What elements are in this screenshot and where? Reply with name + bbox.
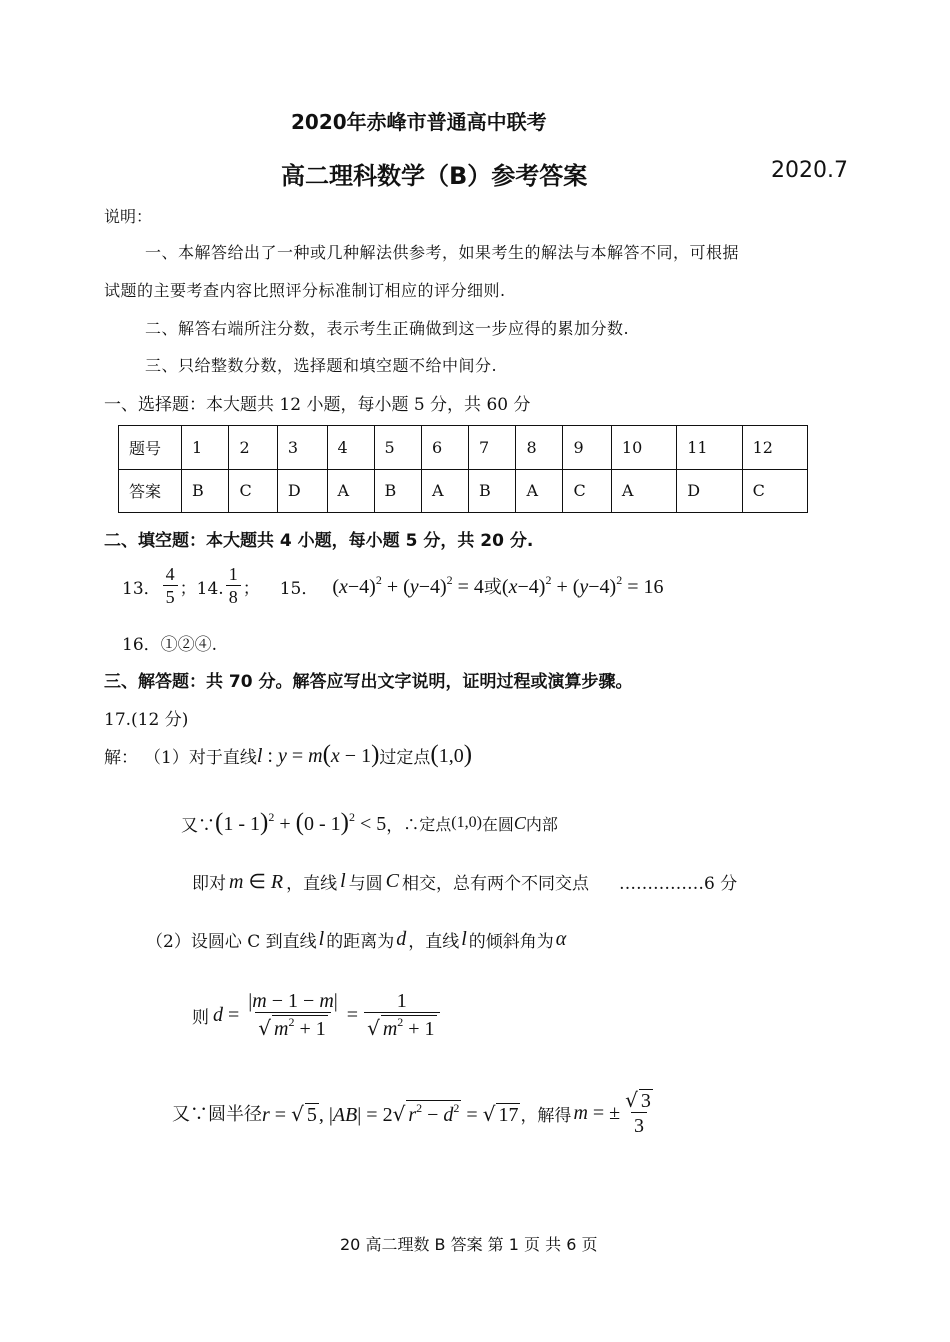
table-cell: 4	[327, 426, 374, 470]
equals-sign: =	[346, 1003, 359, 1026]
q15-equation-2: $(x-4)^2 + (y-4)^2 = 16$	[501, 573, 664, 598]
q14-numerator: 1	[228, 563, 238, 584]
score-marker: ……………6 分	[619, 873, 738, 894]
q15-label: 15．	[279, 578, 319, 599]
solution-line-4	[146, 924, 566, 954]
fixed-point-2: (1,0)	[451, 814, 482, 831]
q15-or: 或	[483, 577, 502, 598]
solution-line-3	[192, 866, 737, 896]
table-cell: C	[742, 469, 807, 513]
also-radius-label: 又∵圆半径	[172, 1104, 262, 1125]
q13-denominator: 5	[163, 585, 178, 608]
table-cell: D	[277, 469, 327, 513]
table-cell: C	[563, 469, 611, 513]
exam-date: 2020.7	[771, 158, 848, 183]
circle-symbol-2: C	[385, 869, 399, 892]
table-cell: 5	[374, 426, 421, 470]
table-row-answers	[119, 469, 808, 513]
table-cell: 2	[229, 426, 277, 470]
exam-title: 2020年赤峰市普通高中联考	[291, 110, 547, 134]
table-cell: A	[516, 469, 563, 513]
line-symbol-3: l	[318, 927, 325, 950]
part-2-prefix: （2）设圆心 C 到直线	[146, 931, 317, 952]
table-cell: 3	[277, 426, 327, 470]
q14-denominator: 8	[226, 585, 241, 608]
answer-title: 高二理科数学（B）参考答案	[281, 162, 588, 190]
table-cell: 9	[563, 426, 611, 470]
table-cell: B	[469, 469, 516, 513]
table-cell: 7	[469, 426, 516, 470]
q16-answer: 16．①②④.	[122, 635, 218, 655]
m-solution: m = ±	[573, 1101, 621, 1124]
part-1-prefix: （1）对于直线	[144, 747, 257, 768]
radius-chord-equation: r = √ 5 , |AB| = 2√ $r^2 - d^2$ = √ 17	[262, 1100, 519, 1126]
solution-label: 解：	[104, 747, 138, 768]
note-3: 三、只给整数分数，选择题和填空题不给中间分.	[145, 356, 498, 375]
row-label-answers: 答案	[119, 469, 182, 513]
solution-line-2: 又∵ (1 - 1)$^2$ + (0 - 1)$^2$ < 5 ， ∴定点 (1,0) 在圆 C 内部	[181, 809, 558, 836]
notes-label: 说明：	[104, 207, 153, 226]
inside-label: 内部	[525, 814, 558, 834]
line-symbol: l	[340, 869, 346, 892]
note-1-line-1: 一、本解答给出了一种或几种解法供参考，如果考生的解法与本解答不同，可根据	[145, 243, 740, 262]
q13-fraction	[163, 565, 178, 608]
distance-symbol: d	[396, 927, 407, 950]
radius-formula	[172, 1082, 658, 1144]
also-label: 又∵	[181, 815, 215, 836]
table-cell: 1	[182, 426, 229, 470]
solve-label: ，解得	[520, 1105, 572, 1126]
alpha-symbol: α	[555, 927, 567, 950]
part-2-mid-2: ，直线	[408, 931, 460, 952]
row-label-numbers: 题号	[119, 426, 182, 470]
part-1-suffix: 过定点	[379, 747, 431, 768]
table-cell: A	[611, 469, 676, 513]
fixed-point: (1,0)	[430, 741, 473, 768]
table-cell: 10	[611, 426, 676, 470]
table-cell: B	[374, 469, 421, 513]
line-3-mid-2: 与圆	[348, 873, 383, 894]
table-cell: 8	[516, 426, 563, 470]
note-1-line-2: 试题的主要考查内容比照评分标准制订相应的评分细则.	[104, 281, 506, 300]
in-circle-label: 在圆	[481, 814, 514, 834]
therefore-label: ∴定点	[403, 814, 452, 834]
line-3-mid-1: ，直线	[286, 873, 338, 894]
point-inside-inequality: (1 - 1)$^2$ + (0 - 1)$^2$ < 5	[215, 809, 387, 836]
line-symbol-4: l	[461, 927, 467, 950]
q17-label: 17.(12 分)	[104, 710, 189, 730]
part-2-mid-1: 的距离为	[326, 931, 395, 952]
q15-separator: ；	[242, 578, 260, 599]
q13-numerator: 4	[165, 563, 175, 584]
fill-in-answers	[122, 560, 664, 612]
distance-fraction-2: $\frac{1}{√ m^2 + 1}$	[364, 990, 439, 1040]
m-in-r: m ∈ R	[229, 870, 284, 893]
q13-label: 13．	[122, 578, 161, 599]
distance-formula	[192, 982, 442, 1048]
table-cell: B	[182, 469, 229, 513]
m-solution-fraction: $\frac{√ 3}{3}$	[625, 1088, 651, 1137]
then-label: 则	[192, 1007, 209, 1028]
line-3-prefix: 即对	[192, 873, 226, 894]
table-cell: 11	[677, 426, 742, 470]
answer-table	[118, 425, 808, 513]
page-footer: 20 高二理数 B 答案 第 1 页 共 6 页	[340, 1235, 598, 1254]
line-equation: l : y = m(x − 1)	[256, 741, 380, 768]
q14-fraction	[226, 565, 241, 608]
distance-fraction-1: $\frac{|m - 1 - m|}{√ m^2 + 1}$	[248, 990, 338, 1040]
q15-equation-1: $(x-4)^2 + (y-4)^2 = 4$	[332, 573, 484, 598]
d-equals: d =	[213, 1003, 240, 1026]
part-2-suffix: 的倾斜角为	[468, 931, 554, 952]
line-3-suffix: 相交，总有两个不同交点	[402, 873, 589, 894]
section-2-heading: 二、填空题：本大题共 4 小题，每小题 5 分，共 20 分.	[104, 531, 534, 551]
table-cell: A	[421, 469, 468, 513]
table-cell: D	[677, 469, 742, 513]
solution-line-1	[104, 738, 472, 772]
section-3-heading: 三、解答题：共 70 分。解答应写出文字说明，证明过程或演算步骤。	[104, 672, 633, 692]
table-cell: 12	[742, 426, 807, 470]
section-1-heading: 一、选择题：本大题共 12 小题，每小题 5 分，共 60 分	[104, 395, 531, 415]
table-row-numbers	[119, 426, 808, 470]
q14-separator: ；14.	[179, 578, 224, 599]
table-cell: 6	[421, 426, 468, 470]
table-cell: C	[229, 469, 277, 513]
circle-symbol: C	[513, 812, 526, 833]
note-2: 二、解答右端所注分数，表示考生正确做到这一步应得的累加分数.	[145, 319, 630, 338]
table-cell: A	[327, 469, 374, 513]
